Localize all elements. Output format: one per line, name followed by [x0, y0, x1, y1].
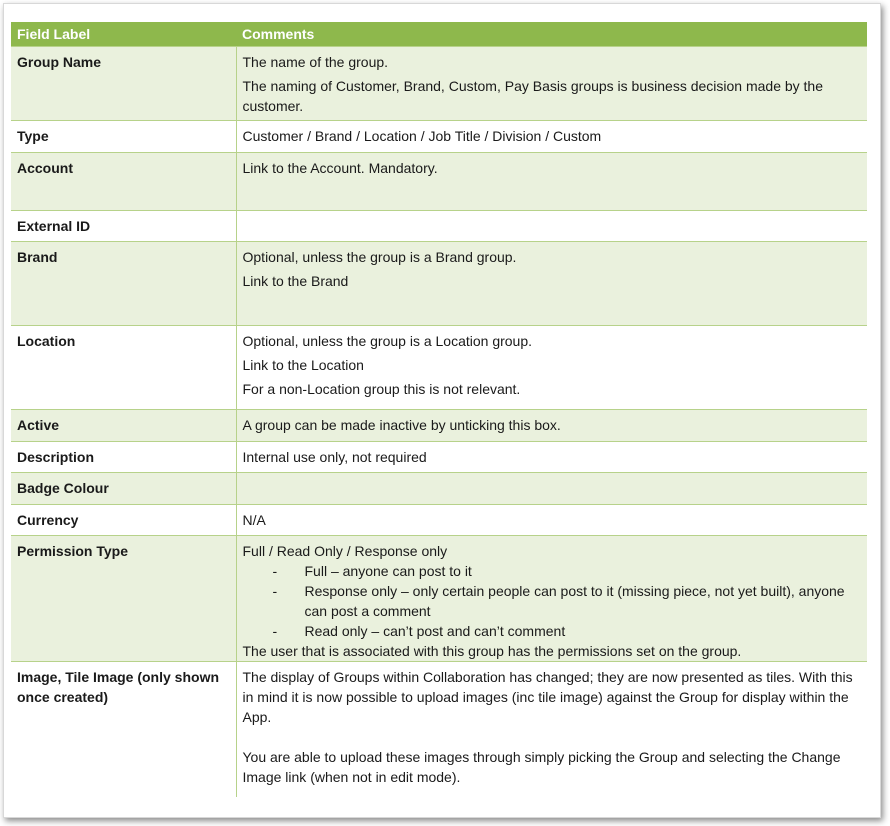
table-header-row — [11, 22, 867, 47]
row-comment — [236, 47, 867, 121]
comment-paragraph: You are able to upload these images through simply picking the Group and selecting the Change Image link (when not in edit mode). — [242, 749, 841, 785]
row-comment — [236, 410, 867, 442]
table-row — [11, 662, 867, 797]
list-item-text: Full – anyone can post to it — [304, 563, 472, 579]
comment-line: Link to the Location — [242, 357, 364, 373]
row-label: Image, Tile Image (only shown once created) — [11, 662, 236, 797]
row-comment — [236, 326, 867, 410]
comment-line: Link to the Account. Mandatory. — [242, 160, 438, 176]
comment-paragraph: The display of Groups within Collaboration has changed; they are now presented as tiles. With this in mind it is now possible to upload images (inc tile image) against the Group for display within the App. — [242, 669, 853, 725]
comment-line: Link to the Brand — [242, 273, 349, 289]
table-row — [11, 121, 867, 153]
row-label: Type — [11, 121, 236, 153]
list-item-text: Response only – only certain people can post to it (missing piece, not yet built), anyone can post a comment — [304, 583, 845, 619]
table-row — [11, 242, 867, 326]
row-label: Description — [11, 442, 236, 473]
row-label: Brand — [11, 242, 236, 326]
comment-line: Internal use only, not required — [242, 449, 427, 465]
field-table — [11, 22, 867, 797]
row-label: External ID — [11, 211, 236, 242]
comment-line: The naming of Customer, Brand, Custom, Pay Basis groups is business decision made by the customer. — [242, 78, 824, 114]
list-item — [243, 581, 862, 621]
row-comment — [236, 121, 867, 153]
permission-list — [243, 561, 862, 641]
row-comment — [236, 662, 867, 797]
table-row — [11, 473, 867, 505]
table-row — [11, 153, 867, 211]
row-label: Permission Type — [11, 536, 236, 662]
row-comment — [236, 536, 867, 662]
table-row — [11, 47, 867, 121]
comment-line: Optional, unless the group is a Location group. — [242, 333, 533, 349]
row-comment — [236, 153, 867, 211]
comment-line: N/A — [242, 512, 266, 528]
row-comment — [236, 211, 867, 242]
row-comment — [236, 242, 867, 326]
header-field-label: Field Label — [11, 22, 236, 47]
comment-line: Customer / Brand / Location / Job Title / Division / Custom — [242, 128, 602, 144]
row-label: Active — [11, 410, 236, 442]
list-item — [243, 561, 862, 581]
row-label: Badge Colour — [11, 473, 236, 505]
permission-outro: The user that is associated with this group has the permissions set on the group. — [242, 643, 742, 659]
table-row — [11, 211, 867, 242]
table-row — [11, 536, 867, 662]
row-label: Account — [11, 153, 236, 211]
table-row — [11, 442, 867, 473]
dash-icon: - — [272, 563, 278, 579]
permission-intro: Full / Read Only / Response only — [242, 543, 448, 559]
comment-line: The name of the group. — [242, 54, 389, 70]
comment-line: A group can be made inactive by unticking this box. — [242, 417, 561, 433]
table-row — [11, 326, 867, 410]
header-comments: Comments — [236, 22, 867, 47]
row-label: Currency — [11, 505, 236, 536]
list-item — [243, 621, 862, 641]
dash-icon: - — [272, 583, 278, 599]
row-comment — [236, 442, 867, 473]
row-label: Group Name — [11, 47, 236, 121]
row-comment — [236, 473, 867, 505]
comment-line: For a non-Location group this is not relevant. — [242, 381, 521, 397]
dash-icon: - — [272, 623, 278, 639]
row-comment — [236, 505, 867, 536]
table-row — [11, 410, 867, 442]
list-item-text: Read only – can’t post and can’t comment — [304, 623, 566, 639]
document-page — [3, 3, 881, 818]
paragraph-spacer — [243, 727, 862, 747]
table-row — [11, 505, 867, 536]
row-label: Location — [11, 326, 236, 410]
comment-line: Optional, unless the group is a Brand group. — [242, 249, 517, 265]
